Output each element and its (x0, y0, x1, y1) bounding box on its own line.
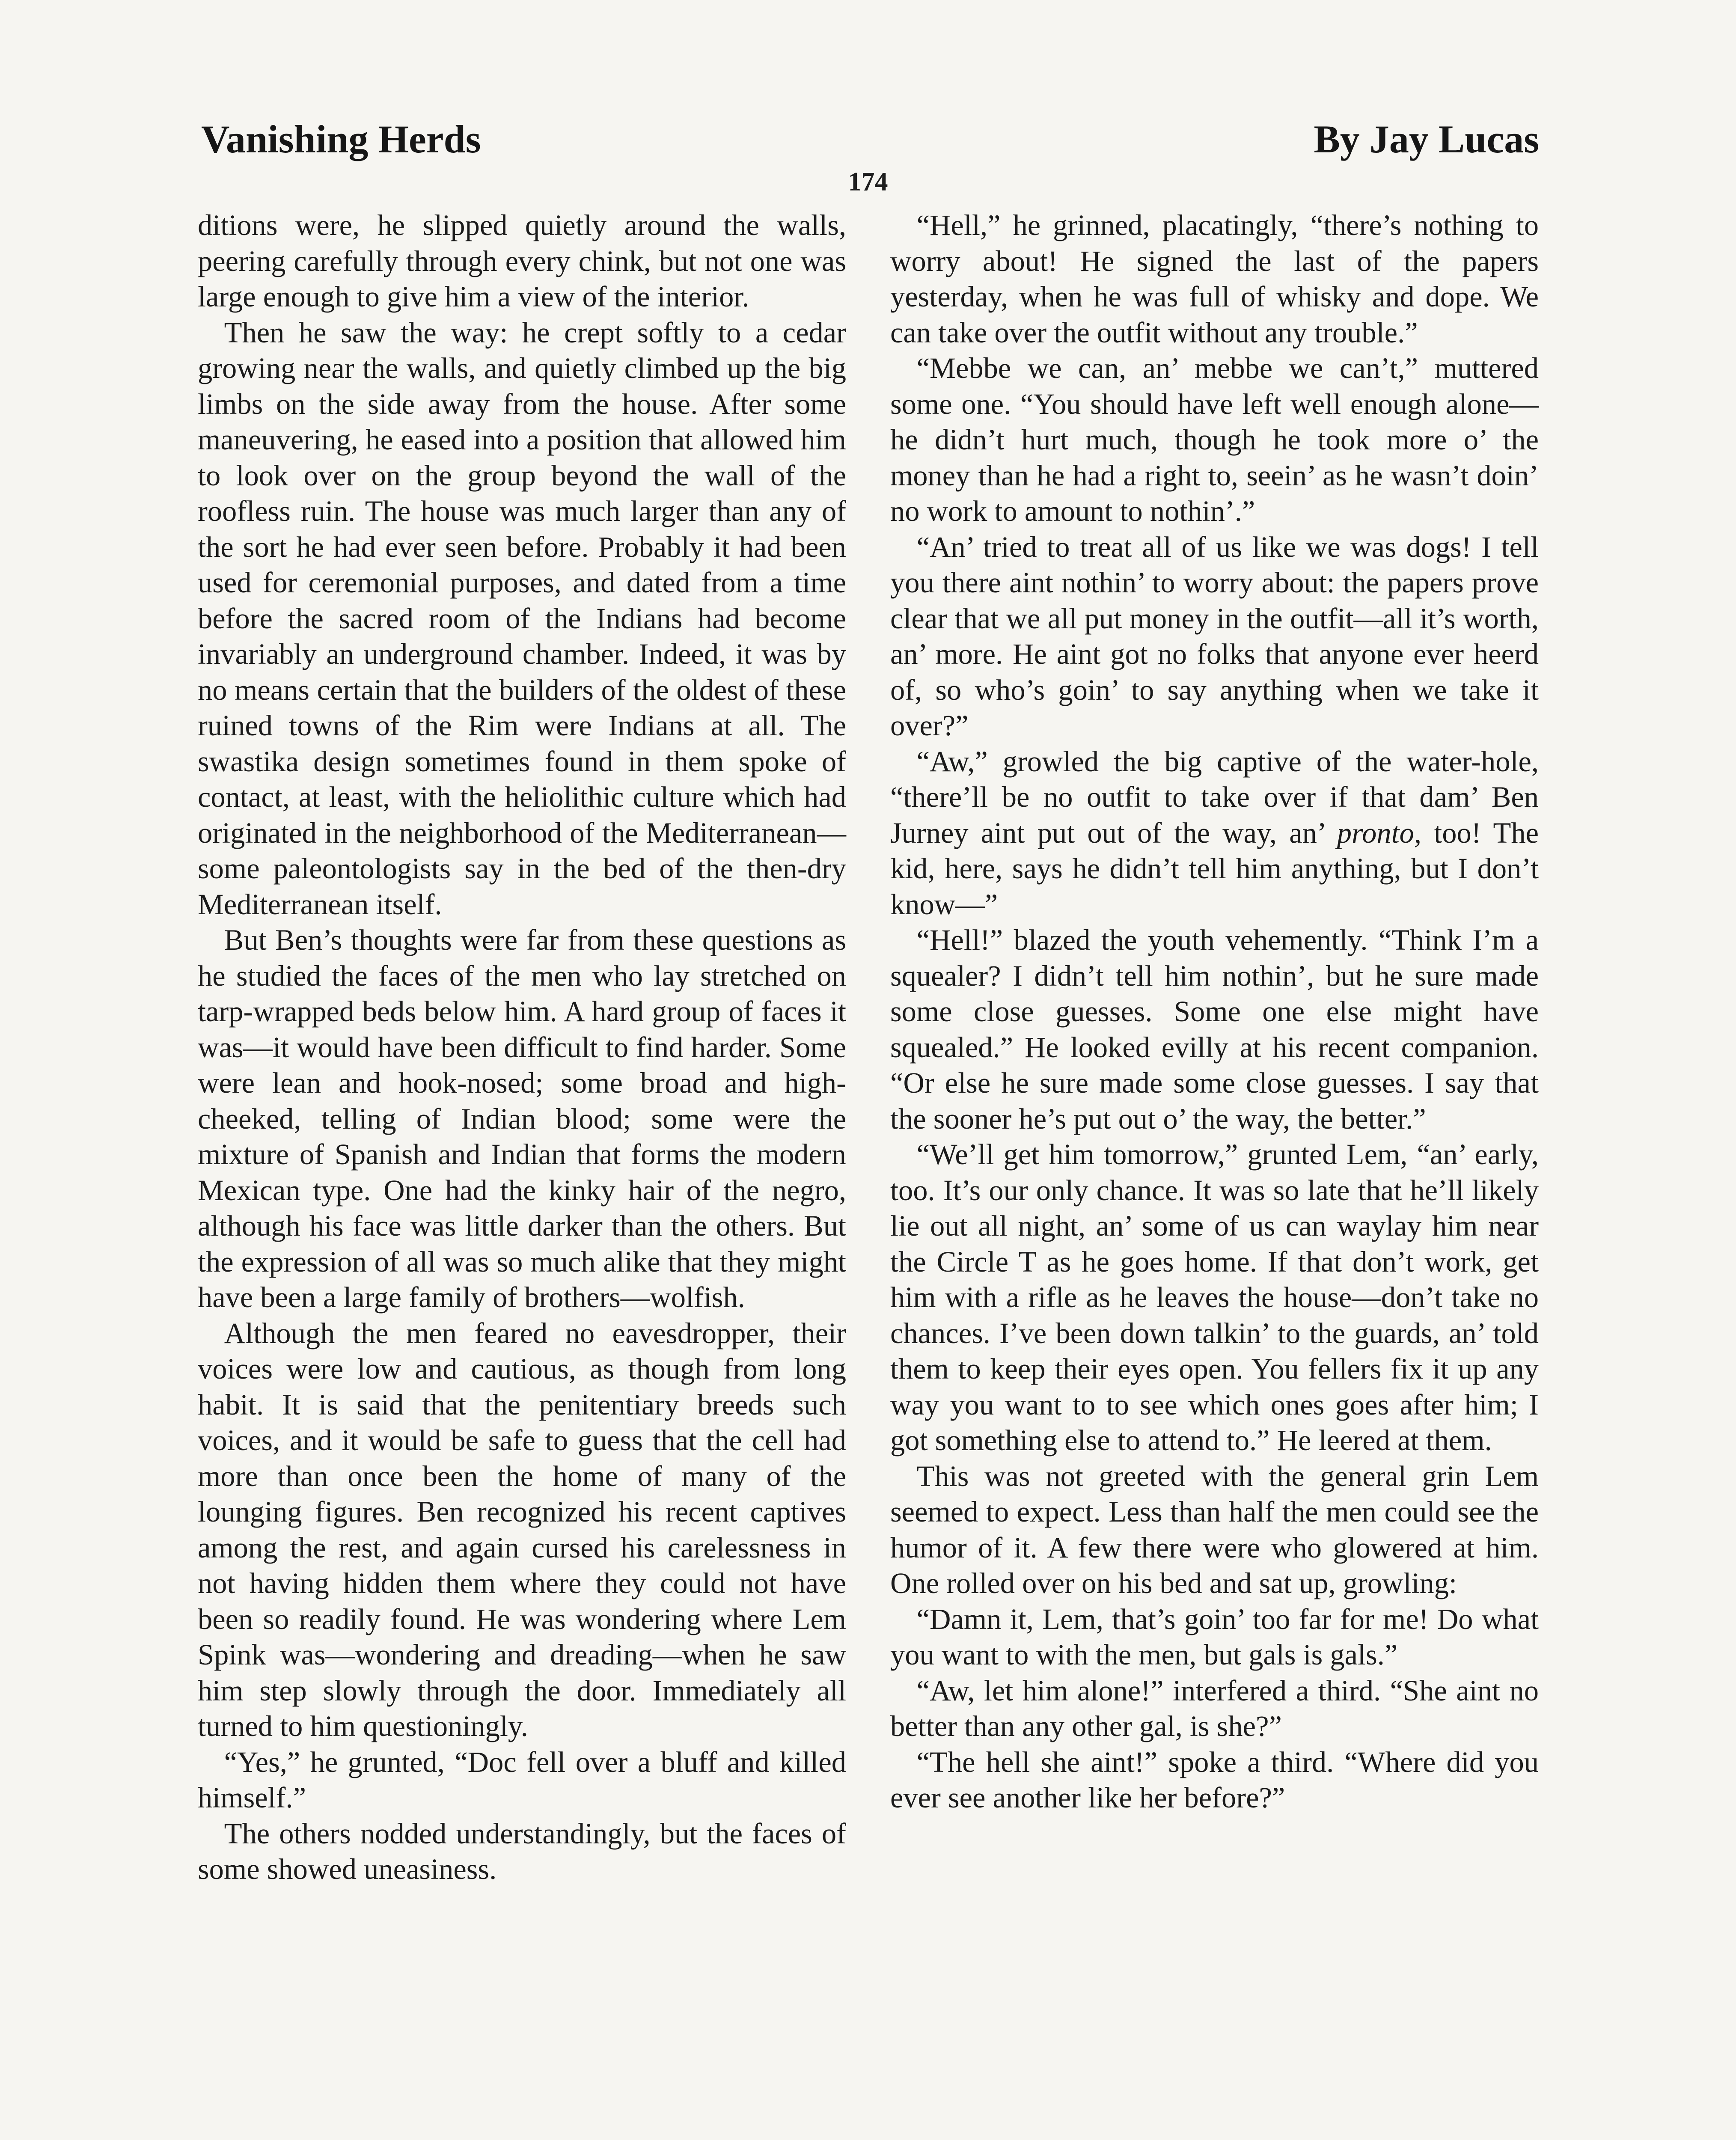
paragraph: “Damn it, Lem, that’s goin’ too far for me! Do what you want to with the men, but gals is gals.” (890, 1602, 1539, 1671)
story-title: Vanishing Herds (201, 117, 481, 161)
paragraph: “An’ tried to treat all of us like we was dogs! I tell you there aint nothin’ to worry about: the papers prove clear that we all put money in the outfit—all it’s worth, an’ more. He aint got no folks that anyone ever heerd of, so who’s goin’ to say anything when we take it over?” (890, 530, 1539, 742)
paragraph: Then he saw the way: he crept softly to a cedar growing near the walls, and quietly climbed up the big limbs on the side away from the house. After some maneuvering, he eased into a position that allowed him to look over on the group beyond the wall of the roofless ruin. The house was much larger than any of the sort he had ever seen before. Probably it had been used for ceremonial purposes, and dated from a time before the sacred room of the Indians had become invariably an underground chamber. Indeed, it was by no means certain that the builders of the oldest of these ruined towns of the Rim were Indians at all. The swastika design sometimes found in them spoke of contact, at least, with the heliolithic culture which had originated in the neighborhood of the Mediterranean—some paleontologists say in the bed of the then-dry Mediterranean itself. (198, 316, 846, 921)
paragraph: “Hell,” he grinned, placatingly, “there’s nothing to worry about! He signed the last of the papers yesterday, when he was full of whisky and dope. We can take over the outfit without any trouble.” (890, 209, 1539, 349)
left-text-column (198, 208, 846, 1887)
paragraph: ditions were, he slipped quietly around the walls, peering carefully through every chink, but not one was large enough to give him a view of the interior. (198, 209, 846, 313)
paragraph: “Yes,” he grunted, “Doc fell over a bluff and killed himself.” (198, 1745, 846, 1814)
page-number: 174 (848, 167, 888, 196)
italic-text: pronto, (1337, 816, 1422, 849)
paragraph-text: too! The kid, here, says he didn’t tell him anything, but I don’t know—” (890, 816, 1539, 921)
paragraph: This was not greeted with the general grin Lem seemed to expect. Less than half the men could see the humor of it. A few there were who glowered at him. One rolled over on his bed and sat up, growling: (890, 1459, 1539, 1599)
paragraph: But Ben’s thoughts were far from these questions as he studied the faces of the men who lay stretched on tarp-wrapped beds below him. A hard group of faces it was—it would have been difficult to find harder. Some were lean and hook-nosed; some broad and high-cheeked, telling of Indian blood; some were the mixture of Spanish and Indian that forms the modern Mexican type. One had the kinky hair of the negro, although his face was little darker than the others. But the expression of all was so much alike that they might have been a large family of brothers—wolfish. (198, 924, 846, 1314)
author-byline: By Jay Lucas (1314, 117, 1539, 161)
paragraph: The others nodded understandingly, but the faces of some showed uneasiness. (198, 1817, 846, 1885)
paragraph: “Mebbe we can, an’ mebbe we can’t,” muttered some one. “You should have left well enough alone—he didn’t hurt much, though he took more o’ the money than he had a right to, seein’ as he wasn’t doin’ no work to amount to nothin’.” (890, 352, 1539, 527)
paragraph: “The hell she aint!” spoke a third. “Where did you ever see another like her before?” (890, 1745, 1539, 1814)
paragraph: “We’ll get him tomorrow,” grunted Lem, “an’ early, too. It’s our only chance. It was so late that he’ll likely lie out all night, an’ some of us can waylay him near the Circle T as he goes home. If that don’t work, get him with a rifle as he leaves the house—don’t take no chances. I’ve been down talkin’ to the guards, an’ told them to keep their eyes open. You fellers fix it up any way you want to to see which ones goes after him; I got something else to attend to.” He leered at them. (890, 1138, 1539, 1456)
paragraph-text: “Aw,” growled the big captive of the water-hole, “there’ll be no outfit to take over if that dam’ Ben Jurney aint put out of the way, an’ (890, 745, 1539, 849)
paragraph: Although the men feared no eavesdropper, their voices were low and cautious, as though from long habit. It is said that the penitentiary breeds such voices, and it would be safe to guess that the cell had more than once been the home of many of the lounging figures. Ben recognized his recent captives among the rest, and again cursed his carelessness in not having hidden them where they could not have been so readily found. He was wondering where Lem Spink was—wondering and dreading—when he saw him step slowly through the door. Immediately all turned to him questioningly. (198, 1317, 846, 1742)
paragraph: “Aw, let him alone!” interfered a third. “She aint no better than any other gal, is she?” (890, 1674, 1539, 1742)
right-text-column (890, 208, 1539, 1816)
paragraph (890, 744, 1539, 923)
paragraph: “Hell!” blazed the youth vehemently. “Think I’m a squealer? I didn’t tell him nothin’, but he sure made some close guesses. Some one else might have squealed.” He looked evilly at his recent companion. “Or else he sure made some close guesses. I say that the sooner he’s put out o’ the way, the better.” (890, 924, 1539, 1135)
